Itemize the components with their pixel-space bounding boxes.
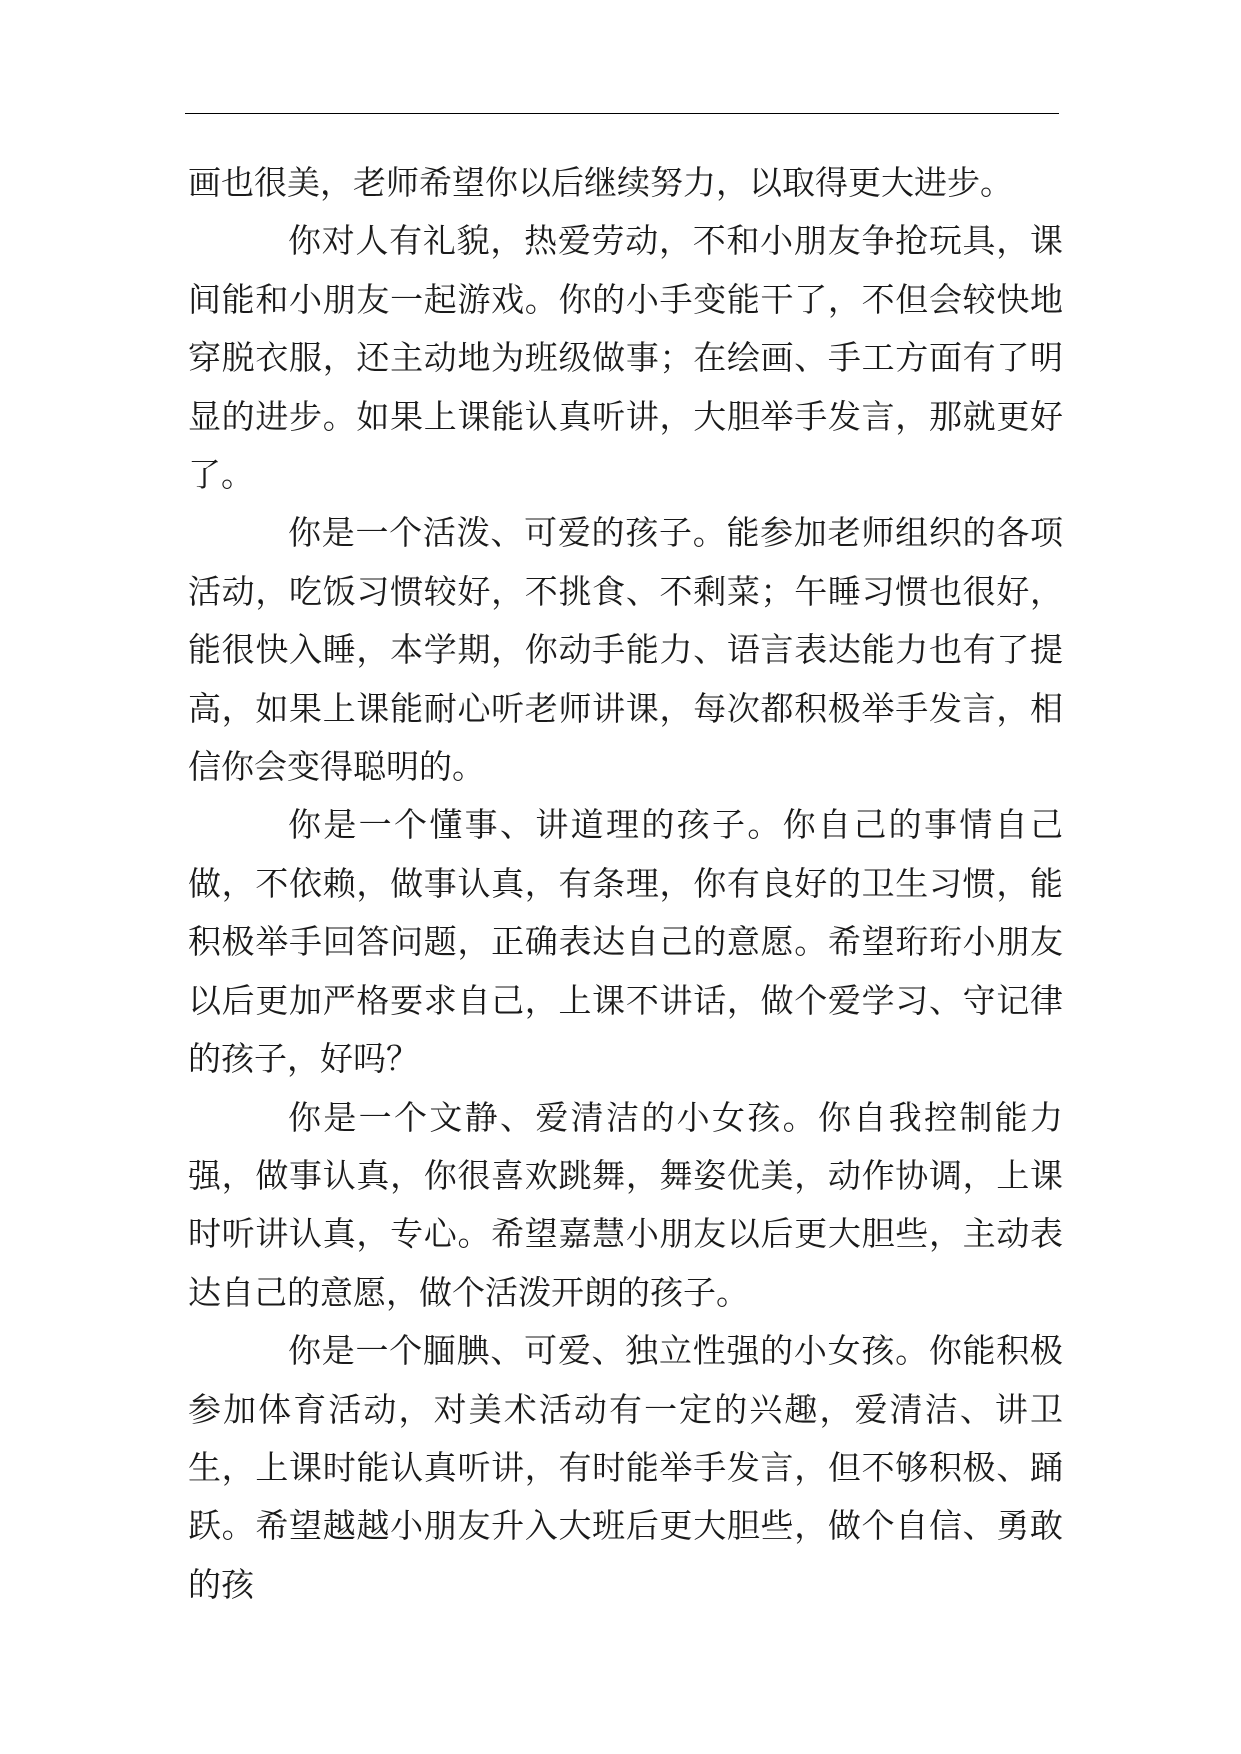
paragraph: 你是一个活泼、可爱的孩子。能参加老师组织的各项活动，吃饭习惯较好，不挑食、不剩菜；午睡习惯也很好，能很快入睡，本学期，你动手能力、语言表达能力也有了提高，如果上课能耐心听老师讲课，每次都积极举手发言，相信你会变得聪明的。 — [188, 513, 1063, 787]
header-rule — [185, 113, 1059, 114]
paragraph: 你是一个懂事、讲道理的孩子。你自己的事情自己做，不依赖，做事认真，有条理，你有良好的卫生习惯，能积极举手回答问题，正确表达自己的意愿。希望珩珩小朋友以后更加严格要求自己，上课不讲话，做个爱学习、守记律的孩子，好吗？ — [188, 805, 1063, 1079]
document-body — [188, 154, 1063, 1614]
paragraph: 你是一个文静、爱清洁的小女孩。你自我控制能力强，做事认真，你很喜欢跳舞，舞姿优美，动作协调，上课时听讲认真，专心。希望嘉慧小朋友以后更大胆些，主动表达自己的意愿，做个活泼开朗的孩子。 — [188, 1097, 1063, 1312]
paragraph: 你对人有礼貌，热爱劳动，不和小朋友争抢玩具，课间能和小朋友一起游戏。你的小手变能干了，不但会较快地穿脱衣服，还主动地为班级做事；在绘画、手工方面有了明显的进步。如果上课能认真听讲，大胆举手发言，那就更好了。 — [188, 221, 1063, 495]
paragraph: 画也很美，老师希望你以后继续努力，以取得更大进步。 — [188, 163, 1013, 202]
paragraph: 你是一个腼腆、可爱、独立性强的小女孩。你能积极参加体育活动，对美术活动有一定的兴趣，爱清洁、讲卫生，上课时能认真听讲，有时能举手发言，但不够积极、踊跃。希望越越小朋友升入大班后更大胆些，做个自信、勇敢的孩 — [188, 1331, 1063, 1604]
